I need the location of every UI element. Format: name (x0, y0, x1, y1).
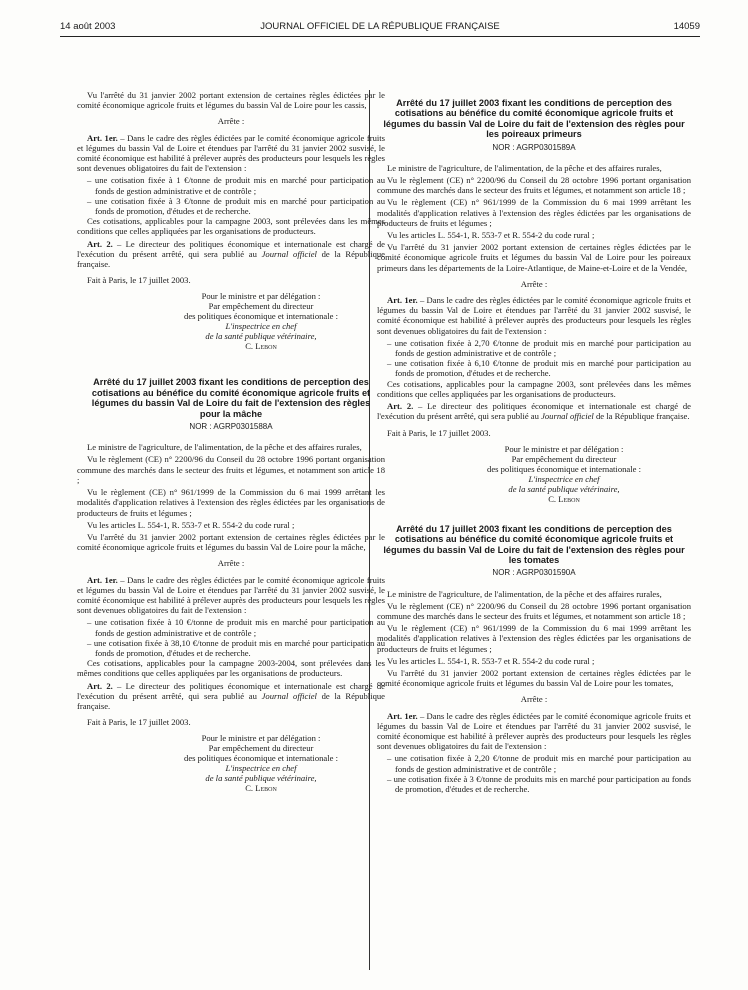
nor-reference: NOR : AGRP0301588A (189, 422, 273, 432)
signature-line: des politiques économique et internationale : (487, 463, 641, 474)
signature-line: Par empêchement du directeur (511, 453, 617, 464)
visa-paragraph: Vu le règlement (CE) n° 2200/96 du Conseil du 28 octobre 1996 portant organisation commune des marchés dans le secteur des fruits et légumes, et notamment son article 18 ; (377, 175, 691, 196)
list-item: – une cotisation fixée à 1 €/tonne de produit mis en marché pour participation au fonds de gestion administrative et de contrôle ; (87, 175, 385, 196)
nor-reference: NOR : AGRP0301590A (492, 568, 576, 578)
arrete-heading: Arrête : (217, 558, 245, 569)
article-text-end: de la République française. (77, 690, 385, 711)
article-1 (377, 711, 691, 752)
signature-line: de la santé publique vétérinaire, (508, 483, 620, 494)
minister-paragraph: Le ministre de l'agriculture, de l'alimentation, de la pêche et des affaires rurales, (387, 588, 662, 599)
visa-paragraph: Vu les articles L. 554-1, R. 553-7 et R. 554-2 du code rural ; (387, 230, 595, 241)
article-2 (377, 401, 691, 421)
header-journal-title: JOURNAL OFFICIEL DE LA RÉPUBLIQUE FRANÇAISE (260, 21, 500, 32)
article-label: Art. 2. (87, 238, 113, 249)
journal-officiel-ref: Journal officiel (261, 690, 317, 701)
article-label: Art. 1er. (87, 574, 118, 585)
list-item: – une cotisation fixée à 6,10 €/tonne de produit mis en marché pour participation au fonds de promotion, d'études et de recherche. (387, 358, 691, 379)
left-column (77, 90, 385, 793)
article-label: Art. 1er. (387, 295, 418, 306)
signature-line: L'inspectrice en chef (225, 321, 297, 332)
cotisations-paragraph: Ces cotisations, applicables pour la campagne 2003-2004, sont prélevées dans les mêmes conditions que celles appliquées par les organisations de producteurs. (77, 658, 385, 679)
article-text-end: de la République française. (77, 248, 385, 270)
decree-title: Arrêté du 17 juillet 2003 fixant les conditions de perception des cotisations au bénéfice du comité économique agricole fruits et légumes du bassin Val de Loire du fait de l'extension des règles pour la mâche (91, 377, 371, 419)
article-label: Art. 2. (387, 401, 414, 412)
nor-reference: NOR : AGRP0301589A (492, 142, 576, 152)
page-header (60, 21, 700, 35)
article-text: – Le directeur des politiques économique et internationale est chargé de l'exécution du présent arrêté, qui sera publié au (77, 680, 385, 701)
minister-paragraph: Le ministre de l'agriculture, de l'alimentation, de la pêche et des affaires rurales, (387, 162, 662, 173)
minister-paragraph: Le ministre de l'agriculture, de l'alimentation, de la pêche et des affaires rurales, (87, 442, 362, 453)
visa-paragraph: Vu l'arrêté du 31 janvier 2002 portant extension de certaines règles édictées par le comité économique agricole fruits et légumes du bassin Val de Loire pour les tomates, (377, 667, 691, 689)
signature-block (437, 444, 691, 504)
signature-line: Par empêchement du directeur (208, 743, 314, 754)
list-item: – une cotisation fixée à 3 €/tonne de produit mis en marché pour participation au fonds de promotion, d'études et de recherche. (87, 195, 385, 217)
signature-line: de la santé publique vétérinaire, (205, 331, 317, 342)
article-text: – Dans le cadre des règles édictées par le comité économique agricole fruits et légumes du bassin Val de Loire et étendues par l'arrêté du 31 janvier 2002 susvisé, le comité économique est habilité à prélever auprès des producteurs pour lesquels les règles sont devenues obligatoires du fait de l'extension : (377, 710, 691, 752)
article-text: – Dans le cadre des règles édictées par le comité économique agricole fruits et légumes du bassin Val de Loire et étendues par l'arrêté du 31 janvier 2002 susvisé, le comité économique est habilité à prélever auprès des producteurs pour lesquels les règles sont devenues obligatoires du fait de l'extension : (377, 295, 691, 336)
article-text: – Dans le cadre des règles édictées par le comité économique agricole fruits et légumes du bassin Val de Loire et étendues par l'arrêté du 31 janvier 2002 susvisé, le comité économique est habilité à prélever auprès des producteurs pour lesquels les règles sont devenues obligatoires du fait de l'extension : (77, 132, 385, 174)
signatory-name: C. Lebon (245, 783, 277, 794)
visa-paragraph: Vu l'arrêté du 31 janvier 2002 portant extension de certaines règles édictées par le comité économique agricole fruits et légumes du bassin Val de Loire pour les cassis, (77, 90, 385, 111)
article-label: Art. 1er. (387, 710, 418, 721)
article-label: Art. 1er. (87, 132, 118, 143)
header-rule (60, 36, 700, 37)
fait-a-paris: Fait à Paris, le 17 juillet 2003. (387, 427, 491, 438)
visa-paragraph: Vu les articles L. 554-1, R. 553-7 et R. 554-2 du code rural ; (387, 655, 595, 666)
signature-line: L'inspectrice en chef (528, 473, 600, 484)
signature-line: des politiques économique et internationale : (184, 753, 338, 764)
list-item: – une cotisation fixée à 2,70 €/tonne de produit mis en marché pour participation au fonds de gestion administrative et de contrôle ; (387, 337, 691, 359)
article-text: – Le directeur des politiques économique et internationale est chargé de l'exécution du présent arrêté, qui sera publié au (77, 238, 385, 259)
cotisations-paragraph: Ces cotisations, applicables pour la campagne 2003, sont prélevées dans les mêmes conditions que celles appliquées par les organisations de producteurs. (77, 216, 385, 237)
signature-line: Pour le ministre et par délégation : (504, 443, 624, 454)
visa-paragraph: Vu le règlement (CE) n° 961/1999 de la Commission du 6 mai 1999 arrêtant les modalités d'application relatives à l'extension des règles édictées par les organisations de producteurs de fruits et légumes ; (377, 197, 691, 228)
signature-line: de la santé publique vétérinaire, (205, 773, 317, 784)
article-text: – Dans le cadre des règles édictées par le comité économique agricole fruits et légumes du bassin Val de Loire et étendues par l'arrêté du 31 janvier 2002 susvisé, le comité économique est habilité à prélever auprès des producteurs pour lesquels les règles sont devenues obligatoires du fait de l'extension : (77, 574, 385, 616)
arrete-heading: Arrête : (520, 278, 548, 289)
visa-paragraph: Vu le règlement (CE) n° 2200/96 du Conseil du 28 octobre 1996 portant organisation commune des marchés dans le secteur des fruits et légumes, et notamment son article 18 ; (377, 600, 691, 621)
list-item: – une cotisation fixée à 3 €/tonne de produits mis en marché pour participation au fonds de promotion, d'études et de recherche. (387, 773, 691, 794)
article-text: – Le directeur des politiques économique et internationale est chargé de l'exécution du présent arrêté, qui sera publié au (377, 401, 691, 422)
list-item: – une cotisation fixée à 2,20 €/tonne de produit mis en marché pour participation au fonds de gestion administrative et de contrôle ; (387, 753, 691, 774)
signature-line: Par empêchement du directeur (208, 301, 314, 312)
signature-line: Pour le ministre et par délégation : (201, 733, 321, 744)
article-1 (377, 295, 691, 336)
signature-line: des politiques économique et internationale : (184, 311, 338, 322)
signature-line: L'inspectrice en chef (225, 763, 297, 774)
visa-paragraph: Vu les articles L. 554-1, R. 553-7 et R. 554-2 du code rural ; (87, 519, 295, 530)
arrete-heading: Arrête : (520, 694, 548, 705)
right-column (377, 98, 691, 794)
article-2 (77, 681, 385, 712)
article-1 (77, 575, 385, 616)
visa-paragraph: Vu le règlement (CE) n° 961/1999 de la Commission du 6 mai 1999 arrêtant les modalités d'application relatives à l'extension des règles édictées par les organisations de producteurs de fruits et légumes ; (377, 623, 691, 654)
journal-officiel-ref: Journal officiel (261, 248, 317, 259)
cotisations-paragraph: Ces cotisations, applicables pour la campagne 2003, sont prélevées dans les mêmes conditions que celles appliquées par les organisations de producteurs. (377, 378, 691, 399)
header-date: 14 août 2003 (60, 21, 116, 32)
visa-paragraph: Vu l'arrêté du 31 janvier 2002 portant extension de certaines règles édictées par le comité économique agricole fruits et légumes du bassin Val de Loire pour les poireaux primeurs dans les départements de la Loire-Atlantique, de Maine-et-Loire et de la Vendée, (377, 242, 691, 273)
article-text-end: de la République française. (593, 411, 690, 422)
signature-line: Pour le ministre et par délégation : (201, 291, 321, 302)
visa-paragraph: Vu le règlement (CE) n° 961/1999 de la Commission du 6 mai 1999 arrêtant les modalités d'application relatives à l'extension des règles édictées par les organisations de producteurs de fruits et légumes ; (77, 487, 385, 518)
list-item: – une cotisation fixée à 38,10 €/tonne de produit mis en marché pour participation au fonds de promotion, d'études et de recherche. (87, 637, 385, 658)
header-page-number: 14059 (673, 21, 700, 32)
signatory-name: C. Lebon (548, 493, 580, 504)
journal-officiel-ref: Journal officiel (541, 411, 594, 422)
visa-paragraph: Vu le règlement (CE) n° 2200/96 du Conseil du 28 octobre 1996 portant organisation commune des marchés dans le secteur des fruits et légumes, et notamment son article 18 ; (77, 454, 385, 485)
decree-title: Arrêté du 17 juillet 2003 fixant les conditions de perception des cotisations au bénéfice du comité économique agricole fruits et légumes du bassin Val de Loire du fait de l'extension des règles pour les poireaux primeurs (383, 98, 685, 140)
decree-title: Arrêté du 17 juillet 2003 fixant les conditions de perception des cotisations au bénéfice du comité économique agricole fruits et légumes du bassin Val de Loire du fait de l'extension des règles pour les tomates (383, 523, 685, 565)
fait-a-paris: Fait à Paris, le 17 juillet 2003. (87, 275, 191, 286)
signature-block (137, 733, 385, 793)
signature-block (137, 291, 385, 351)
article-2 (77, 239, 385, 270)
article-label: Art. 2. (87, 680, 113, 691)
signatory-name: C. Lebon (245, 341, 277, 352)
fait-a-paris: Fait à Paris, le 17 juillet 2003. (87, 717, 191, 728)
list-item: – une cotisation fixée à 10 €/tonne de produit mis en marché pour participation au fonds de gestion administrative et de contrôle ; (87, 617, 385, 638)
visa-paragraph: Vu l'arrêté du 31 janvier 2002 portant extension de certaines règles édictées par le comité économique agricole fruits et légumes du bassin Val de Loire pour la mâche, (77, 531, 385, 553)
article-1 (77, 133, 385, 174)
arrete-heading: Arrête : (217, 116, 245, 127)
